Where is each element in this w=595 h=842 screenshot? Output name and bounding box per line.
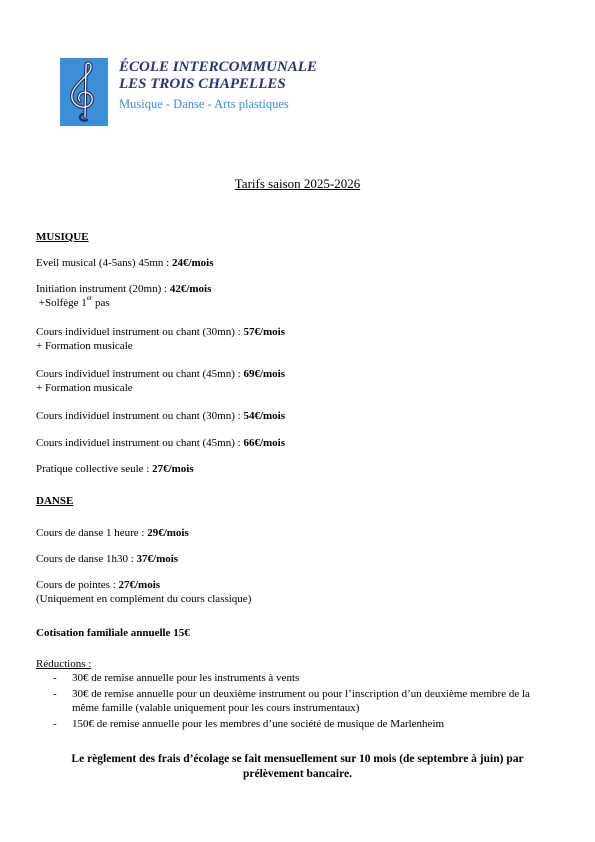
school-name-line2: LES TROIS CHAPELLES — [119, 76, 286, 92]
list-dash: - — [53, 688, 57, 700]
price-item — [36, 526, 189, 540]
item-price: 27€/mois — [118, 579, 161, 591]
item-price: 66€/mois — [243, 437, 286, 449]
price-item — [36, 436, 285, 450]
reductions-list — [36, 671, 556, 733]
price-item — [36, 256, 214, 270]
school-name — [119, 59, 317, 93]
item-label: Pratique collective seule : — [36, 463, 153, 475]
item-label: Initiation instrument (20mn) : — [36, 283, 170, 295]
item-price: 57€/mois — [243, 326, 286, 338]
item-label: Cours de pointes : — [36, 579, 119, 591]
item-price: 42€/mois — [169, 283, 212, 295]
cotisation: Cotisation familiale annuelle 15€ — [36, 627, 190, 639]
school-tagline: Musique - Danse - Arts plastiques — [119, 97, 289, 111]
item-label: Cours de danse 1h30 : — [36, 553, 137, 565]
item-note: (Uniquement en complément du cours classique) — [36, 593, 252, 605]
page-title: Tarifs saison 2025-2026 — [234, 176, 361, 191]
price-item — [36, 325, 285, 353]
item-price: 24€/mois — [171, 257, 214, 269]
payment-note: Le règlement des frais d’écolage se fait mensuellement sur 10 mois (de septembre à juin) par prélèvement bancaire. — [71, 753, 524, 780]
item-label: Cours individuel instrument ou chant (30mn) : — [36, 410, 244, 422]
logo — [60, 58, 108, 126]
item-price: 69€/mois — [243, 368, 286, 380]
price-item — [36, 409, 285, 423]
price-item — [36, 367, 285, 395]
reduction-text: 30€ de remise annuelle pour les instruments à vents — [72, 672, 300, 684]
item-note: +Solfège 1 — [36, 297, 87, 309]
reduction-text: 150€ de remise annuelle pour les membres d’une société de musique de Marlenheim — [72, 718, 445, 730]
school-name-line1: ÉCOLE INTERCOMMUNALE — [119, 59, 317, 75]
item-label: Eveil musical (4-5ans) 45mn : — [36, 257, 172, 269]
list-dash: - — [53, 718, 57, 730]
list-dash: - — [53, 672, 57, 684]
price-item — [36, 462, 194, 476]
item-price: 37€/mois — [136, 553, 179, 565]
item-note-suffix: pas — [92, 297, 110, 309]
price-item — [36, 282, 211, 310]
treble-clef-icon — [60, 58, 108, 126]
item-label: Cours individuel instrument ou chant (45mn) : — [36, 368, 244, 380]
item-price: 54€/mois — [243, 410, 286, 422]
reduction-text: 30€ de remise annuelle pour un deuxième instrument ou pour l’inscription d’un deuxième membre de la même famille (valable uniquement pour les cours instrumentaux) — [72, 688, 530, 714]
reductions-heading: Réductions : — [36, 658, 92, 670]
item-note-sup: er — [86, 294, 93, 303]
section-heading-musique: MUSIQUE — [36, 231, 89, 243]
reduction-item — [36, 687, 556, 715]
item-price: 27€/mois — [152, 463, 194, 475]
price-item — [36, 552, 178, 566]
item-label: Cours individuel instrument ou chant (45mn) : — [36, 437, 244, 449]
reduction-item — [36, 671, 556, 685]
reduction-item — [36, 717, 556, 731]
item-price: 29€/mois — [147, 527, 189, 539]
item-note: + Formation musicale — [36, 340, 133, 352]
item-note: + Formation musicale — [36, 382, 133, 394]
price-item — [36, 578, 251, 606]
section-heading-danse: DANSE — [36, 495, 74, 507]
item-label: Cours individuel instrument ou chant (30mn) : — [36, 326, 244, 338]
item-label: Cours de danse 1 heure : — [36, 527, 148, 539]
